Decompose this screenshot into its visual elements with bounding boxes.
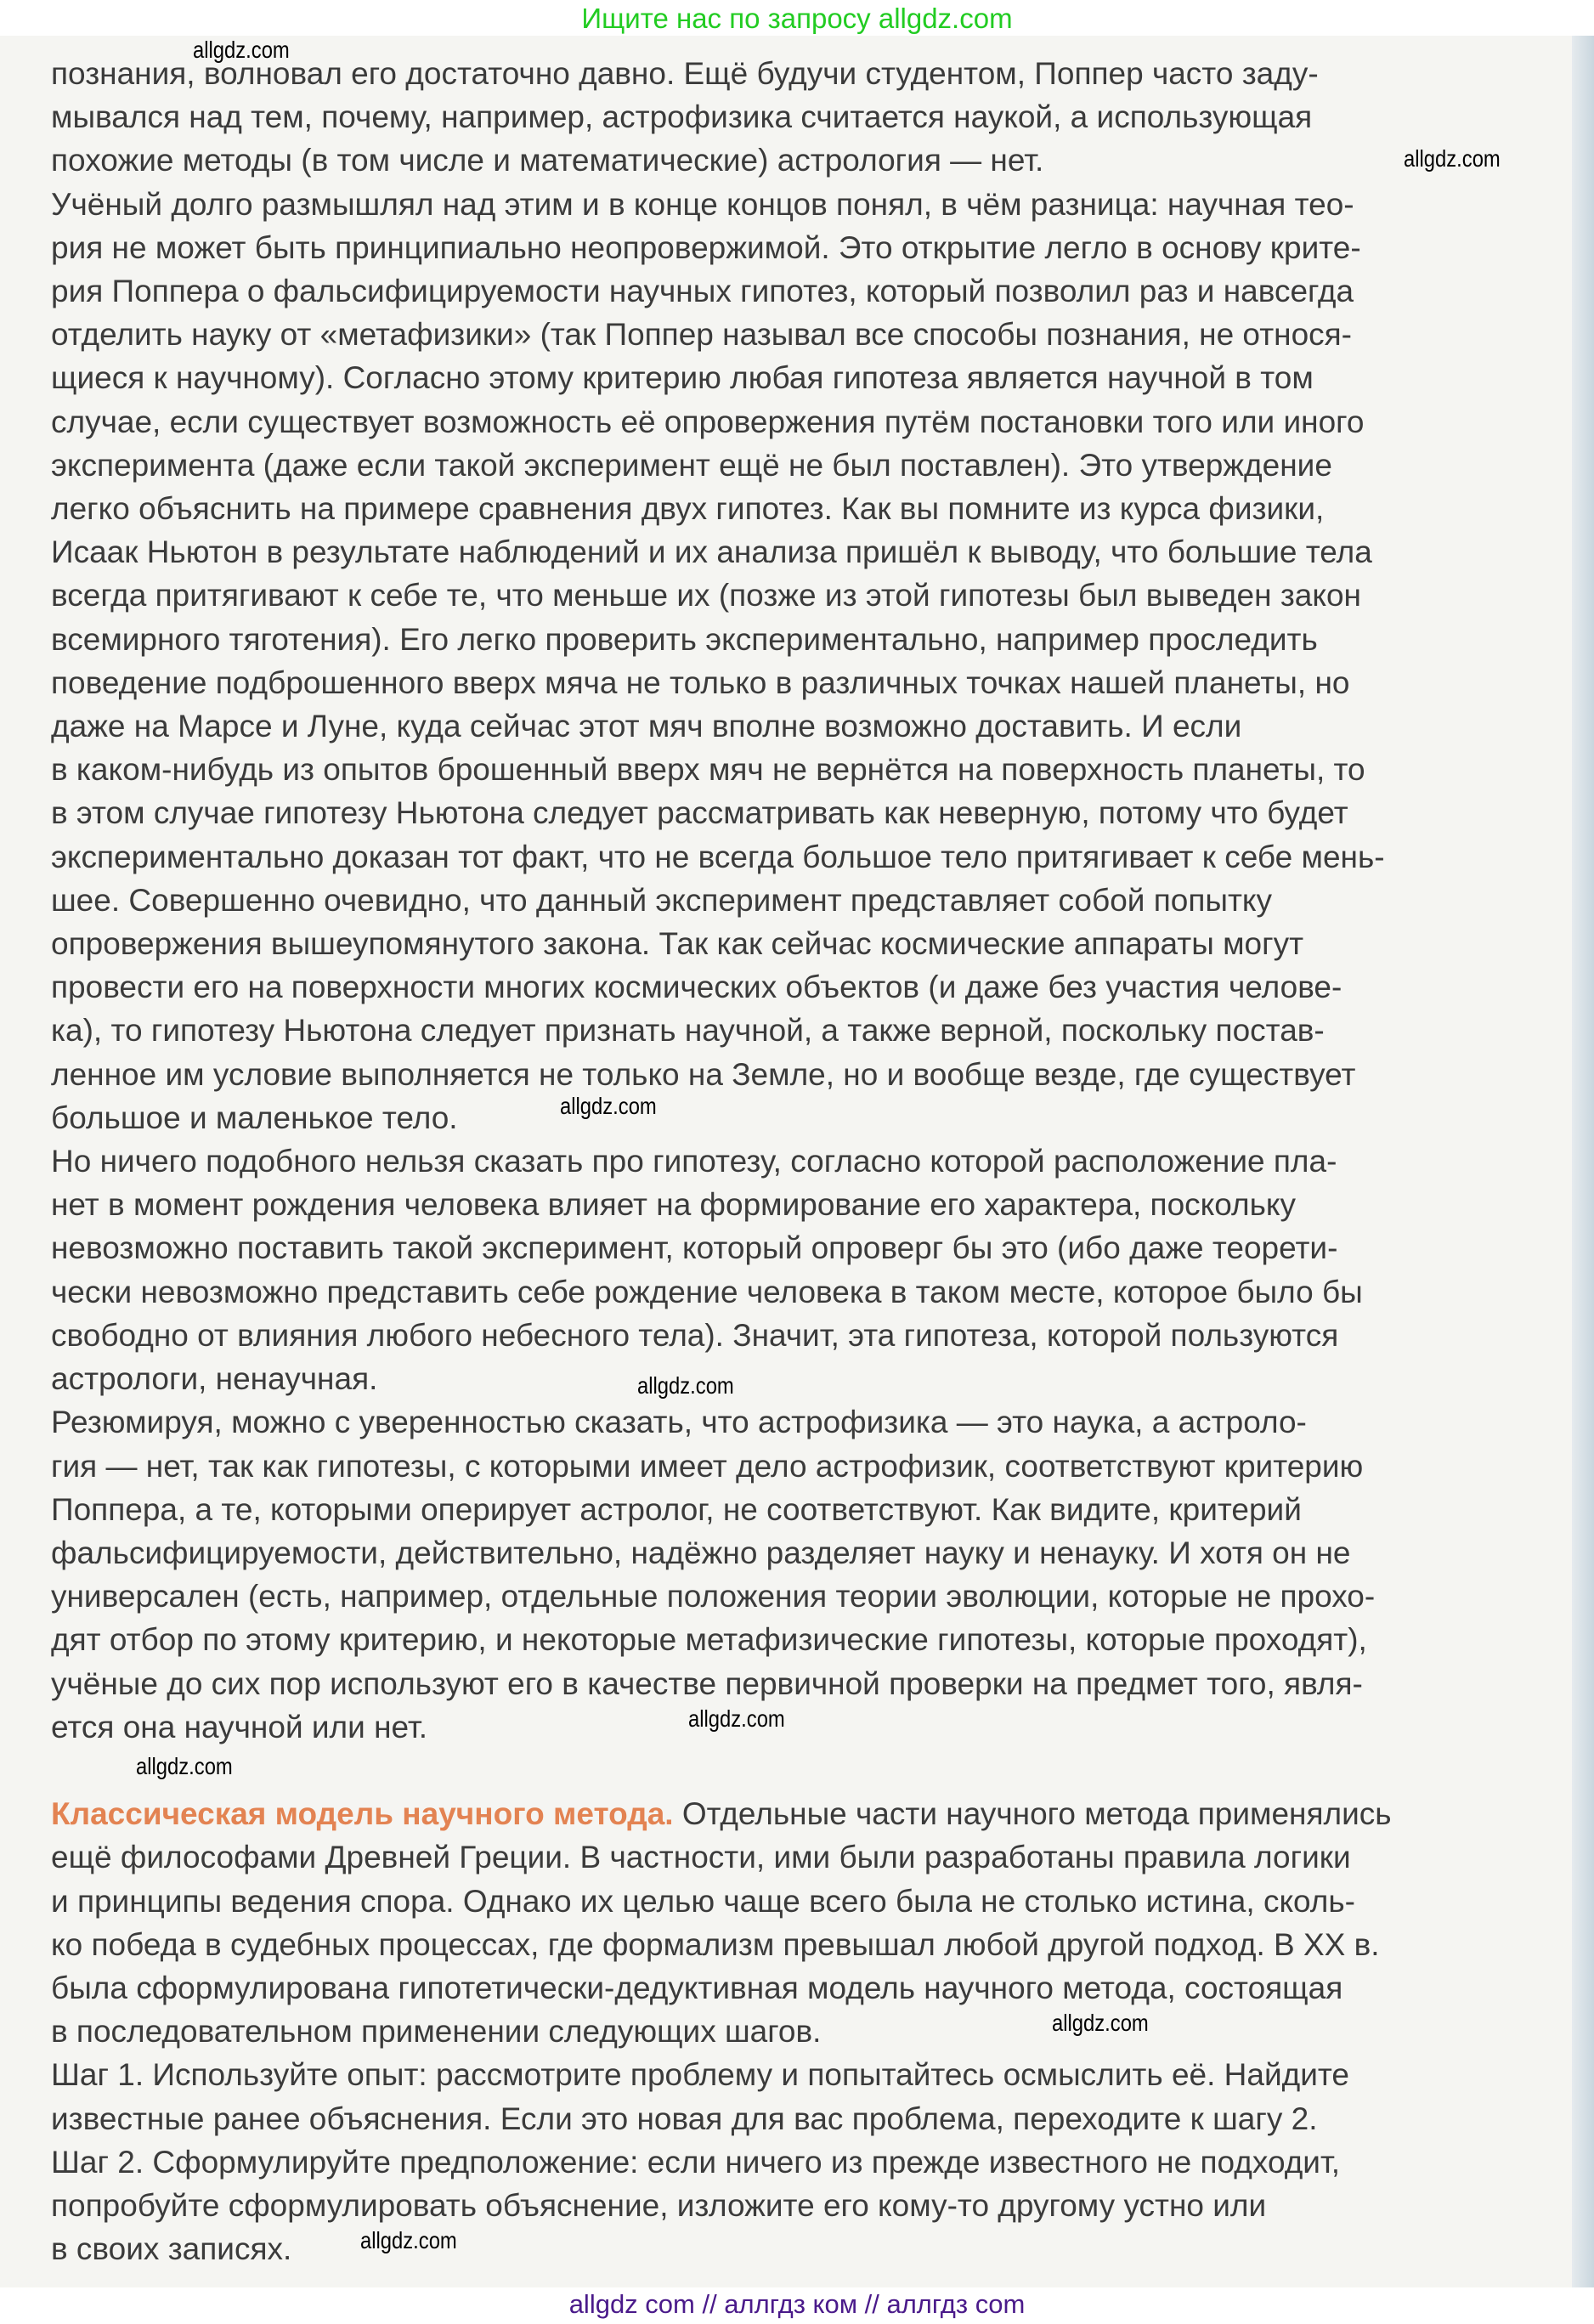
watermark: allgdz.com	[688, 1705, 785, 1732]
line-text: Поппера, а те, которыми оперирует астролог, не соответствуют. Как видите, критерий	[51, 1491, 1302, 1527]
line-text: нет в момент рождения человека влияет на формирование его характера, поскольку	[51, 1187, 1297, 1223]
text-line	[51, 1705, 1528, 1749]
line-text: всегда притягивают к себе те, что меньше их (позже из этой гипотезы был выведен закон	[51, 578, 1361, 614]
text-line	[51, 95, 1528, 139]
text-line	[51, 1662, 1528, 1705]
line-text: Шаг 1. Используйте опыт: рассмотрите проблему и попытайтесь осмыслить её. Найдите	[51, 2057, 1349, 2093]
text-line	[51, 269, 1528, 313]
line-text: в каком-нибудь из опытов брошенный вверх мяч не вернётся на поверхность планеты, то	[51, 752, 1365, 788]
text-line	[51, 835, 1528, 879]
line-text: рия Поппера о фальсифицируемости научных гипотез, который позволил раз и навсегда	[51, 274, 1354, 309]
line-text: Исаак Ньютон в результате наблюдений и их анализа пришёл к выводу, что большие тела	[51, 534, 1372, 570]
text-line	[51, 879, 1528, 922]
text-line	[51, 226, 1528, 269]
text-line	[51, 2184, 1528, 2227]
line-text: экспериментально доказан тот факт, что не всегда большое тело притягивает к себе мень-	[51, 839, 1385, 874]
paragraph	[51, 1139, 1528, 1400]
text-line	[51, 1270, 1528, 1314]
text-line	[51, 1400, 1528, 1444]
text-line	[51, 1966, 1528, 2010]
paragraph	[51, 2140, 1528, 2271]
line-text: невозможно поставить такой эксперимент, который опроверг бы это (ибо даже теорети-	[51, 1230, 1338, 1266]
line-text: Отдельные части научного метода применялись	[681, 1796, 1392, 1832]
text-line	[51, 1009, 1528, 1052]
line-text: ка), то гипотезу Ньютона следует признать научной, а также верной, поскольку постав-	[51, 1013, 1325, 1049]
text-line	[51, 400, 1528, 444]
line-text: Но ничего подобного нельзя сказать про гипотезу, согласно которой расположение пла-	[51, 1144, 1337, 1179]
line-text: известные ранее объяснения. Если это новая для вас проблема, переходите к шагу 2.	[51, 2101, 1318, 2136]
text-line	[51, 1923, 1528, 1966]
line-text: всемирного тяготения). Его легко проверить экспериментально, например проследить	[51, 621, 1318, 657]
text-line	[51, 1880, 1528, 1923]
text-line	[51, 313, 1528, 356]
text-line	[51, 1314, 1528, 1357]
line-text: мывался над тем, почему, например, астрофизика считается наукой, а использующая	[51, 99, 1313, 135]
line-text: универсален (есть, например, отдельные положения теории эволюции, которые не прохо-	[51, 1579, 1376, 1614]
text-line	[51, 487, 1528, 530]
paragraph	[51, 2053, 1528, 2140]
watermark: allgdz.com	[193, 37, 290, 63]
page-edge	[1572, 36, 1594, 2287]
line-text: попробуйте сформулировать объяснение, изложите его кому-то другому устно или	[51, 2187, 1267, 2223]
line-text: рия не может быть принципиально неопровержимой. Это открытие легло в основу крите-	[51, 229, 1361, 265]
line-text: Учёный долго размышлял над этим и в конце концов понял, в чём разница: научная тео-	[51, 186, 1354, 222]
paragraph	[51, 183, 1528, 1139]
text-line	[51, 1357, 1528, 1400]
text-line	[51, 661, 1528, 704]
text-line	[51, 1139, 1528, 1183]
text-line	[51, 530, 1528, 574]
line-text: Шаг 2. Сформулируйте предположение: если ничего из прежде известного не подходит,	[51, 2144, 1341, 2180]
line-text: учёные до сих пор используют его в качестве первичной проверки на предмет того, явля-	[51, 1665, 1363, 1701]
text-line	[51, 1053, 1528, 1096]
text-line	[51, 922, 1528, 965]
line-text: и принципы ведения спора. Однако их целью чаще всего была не столько истина, сколь-	[51, 1883, 1355, 1919]
text-line	[51, 2097, 1528, 2140]
line-text: ещё философами Древней Греции. В частности, ими были разработаны правила логики	[51, 1840, 1351, 1875]
line-text: ленное им условие выполняется не только на Земле, но и вообще везде, где существует	[51, 1056, 1356, 1092]
line-text: была сформулирована гипотетически-дедуктивная модель научного метода, состоящая	[51, 1970, 1343, 2005]
paragraph-gap	[51, 1749, 1528, 1792]
text-line	[51, 2053, 1528, 2096]
text-line	[51, 183, 1528, 226]
text-line	[51, 1183, 1528, 1226]
body-text	[51, 52, 1528, 2270]
text-line	[51, 1226, 1528, 1269]
text-line	[51, 444, 1528, 487]
watermark: allgdz.com	[360, 2227, 457, 2253]
line-text: дят отбор по этому критерию, и некоторые метафизические гипотезы, которые проходят),	[51, 1622, 1367, 1658]
paragraph	[51, 1792, 1528, 2053]
line-text: легко объяснить на примере сравнения двух гипотез. Как вы помните из курса физики,	[51, 491, 1325, 527]
text-line	[51, 1445, 1528, 1488]
line-text: в этом случае гипотезу Ньютона следует рассматривать как неверную, потому что будет	[51, 795, 1348, 831]
paragraph	[51, 52, 1528, 183]
text-line	[51, 1792, 1528, 1835]
line-text: чески невозможно представить себе рождение человека в таком месте, которое было бы	[51, 1274, 1363, 1309]
text-line	[51, 965, 1528, 1009]
text-line	[51, 791, 1528, 834]
line-text: даже на Марсе и Луне, куда сейчас этот мяч вполне возможно доставить. И если	[51, 709, 1242, 744]
line-text: щиеся к научному). Согласно этому критерию любая гипотеза является научной в том	[51, 360, 1314, 396]
line-text: случае, если существует возможность её опровержения путём постановки того или иного	[51, 404, 1365, 439]
text-line	[51, 1488, 1528, 1531]
line-text: большое и маленькое тело.	[51, 1100, 458, 1135]
text-line	[51, 618, 1528, 661]
text-line	[51, 2010, 1528, 2053]
watermark: allgdz.com	[1404, 145, 1501, 172]
line-text: в последовательном применении следующих шагов.	[51, 2014, 822, 2050]
watermark: allgdz.com	[1052, 2010, 1149, 2036]
section-heading: Классическая модель научного метода.	[51, 1796, 674, 1832]
line-text: астрологи, ненаучная.	[51, 1361, 378, 1397]
line-text: гия — нет, так как гипотезы, с которыми имеет дело астрофизик, соответствуют критерию	[51, 1448, 1364, 1484]
text-line	[51, 574, 1528, 617]
text-line	[51, 356, 1528, 399]
watermark: allgdz.com	[136, 1753, 233, 1779]
line-text: ко победа в судебных процессах, где формализм превышал любой другой подход. В XX в.	[51, 1926, 1380, 1962]
text-line	[51, 2227, 1528, 2270]
text-line	[51, 704, 1528, 748]
text-line	[51, 1575, 1528, 1618]
text-line	[51, 1531, 1528, 1575]
bottom-banner: allgdz com // аллгдз ком // аллгдз com	[568, 2289, 1026, 2319]
line-text: ется она научной или нет.	[51, 1709, 428, 1744]
line-text: опровержения вышеупомянутого закона. Так как сейчас космические аппараты могут	[51, 926, 1304, 962]
top-banner: Ищите нас по запросу allgdz.com	[581, 3, 1013, 34]
line-text: поведение подброшенного вверх мяча не только в различных точках нашей планеты, но	[51, 664, 1350, 700]
line-text: в своих записях.	[51, 2231, 292, 2267]
text-line	[51, 1835, 1528, 1879]
line-text: эксперимента (даже если такой эксперимент ещё не был поставлен). Это утверждение	[51, 447, 1332, 483]
paragraph	[51, 1400, 1528, 1749]
text-line	[51, 139, 1528, 182]
line-text: похожие методы (в том числе и математические) астрология — нет.	[51, 143, 1044, 178]
text-line	[51, 1618, 1528, 1661]
text-line	[51, 2140, 1528, 2184]
watermark: allgdz.com	[637, 1372, 734, 1399]
line-text: провести его на поверхности многих космических объектов (и даже без участия челове-	[51, 970, 1342, 1005]
line-text: фальсифицируемости, действительно, надёжно разделяет науку и ненауку. И хотя он не	[51, 1535, 1351, 1570]
watermark: allgdz.com	[560, 1093, 657, 1119]
text-line	[51, 1093, 1528, 1139]
line-text: отделить науку от «метафизики» (так Поппер называл все способы познания, не относя-	[51, 317, 1353, 353]
text-line	[51, 748, 1528, 791]
line-text: познания, волновал его достаточно давно. Ещё будучи студентом, Поппер часто заду-	[51, 56, 1319, 91]
line-text: шее. Совершенно очевидно, что данный эксперимент представляет собой попытку	[51, 882, 1273, 918]
line-text: Резюмируя, можно с уверенностью сказать, что астрофизика — это наука, а астроло-	[51, 1405, 1307, 1440]
line-text: свободно от влияния любого небесного тела). Значит, эта гипотеза, которой пользуются	[51, 1317, 1339, 1353]
